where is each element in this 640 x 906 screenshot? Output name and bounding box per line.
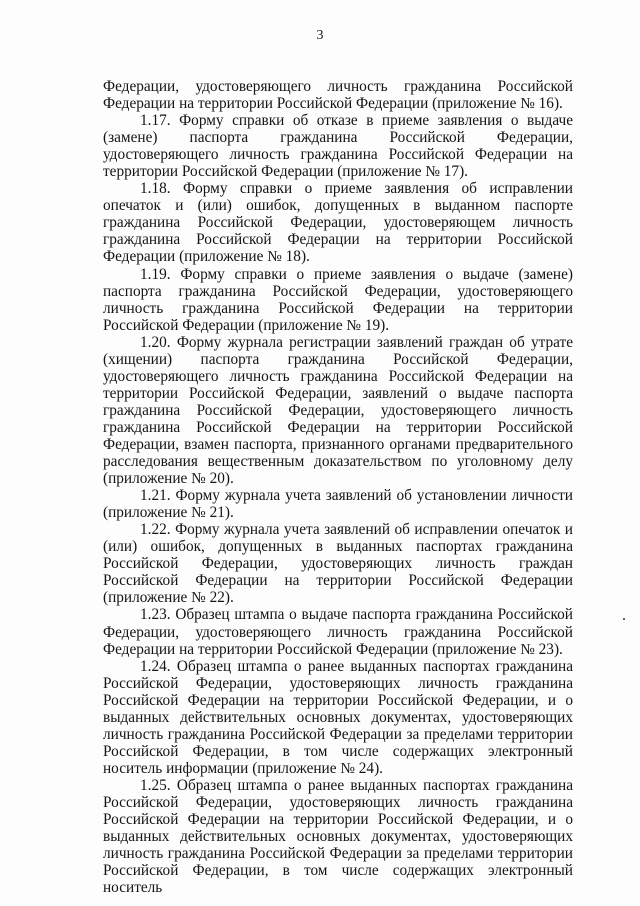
- paragraph-continuation: Федерации, удостоверяющего личность гражданина Российской Федерации на территории Российской Федерации (приложение № 16).: [103, 78, 573, 113]
- paragraph-1-23: 1.23. Образец штампа о выдаче паспорта гражданина Российской Федерации, удостоверяющего личность гражданина Российской Федерации на территории Российской Федерации (приложение № 23).: [103, 606, 573, 658]
- scan-speck: [623, 618, 625, 620]
- page-number: 3: [316, 28, 324, 43]
- paragraph-1-25: 1.25. Образец штампа о ранее выданных паспортах гражданина Российской Федерации, удостоверяющих личность гражданина Российской Федерации на территории Российской Федерации, и о выданных действительных основных документах, удостоверяющих личность гражданина Российской Федерации за пределами территории Российской Федерации, в том числе содержащих электронный носитель: [103, 776, 573, 897]
- paragraph-1-17: 1.17. Форму справки об отказе в приеме заявления о выдаче (замене) паспорта гражданина Российской Федерации, удостоверяющего личность гражданина Российской Федерации на территории Российской Федерации (приложение № 17).: [103, 112, 573, 181]
- paragraph-1-24: 1.24. Образец штампа о ранее выданных паспортах гражданина Российской Федерации, удостоверяющих личность гражданина Российской Федерации на территории Российской Федерации, и о выданных действительных основных документах, удостоверяющих личность гражданина Российской Федерации за пределами территории Российской Федерации, в том числе содержащих электронный носитель информации (приложение № 24).: [103, 657, 573, 777]
- paragraph-1-18: 1.18. Форму справки о приеме заявления об исправлении опечаток и (или) ошибок, допущенных в выданном паспорте гражданина Российской Федерации, удостоверяющем личность гражданина Российской Федерации на территории Российской Федерации (приложение № 18).: [103, 180, 573, 266]
- paragraph-1-20: 1.20. Форму журнала регистрации заявлений граждан об утрате (хищении) паспорта гражданина Российской Федерации, удостоверяющего личность гражданина Российской Федерации на территории Российской Федерации, заявлений о выдаче паспорта гражданина Российской Федерации, удостоверяющего личность гражданина Российской Федерации на территории Российской Федерации, взамен паспорта, признанного органами предварительного расследования вещественным доказательством по уголовному делу (приложение № 20).: [103, 333, 573, 488]
- paragraph-1-19: 1.19. Форму справки о приеме заявления о выдаче (замене) паспорта гражданина Российской Федерации, удостоверяющего личность гражданина Российской Федерации на территории Российской Федерации (приложение № 19).: [103, 265, 573, 334]
- paragraph-1-21: 1.21. Форму журнала учета заявлений об установлении личности (приложение № 21).: [103, 487, 573, 522]
- document-body: [103, 78, 573, 896]
- paragraph-1-22: 1.22. Форму журнала учета заявлений об исправлении опечаток и (или) ошибок, допущенных в выданных паспортах гражданина Российской Федерации, удостоверяющих личность граждан Российской Федерации на территории Российской Федерации (приложение № 22).: [103, 521, 573, 607]
